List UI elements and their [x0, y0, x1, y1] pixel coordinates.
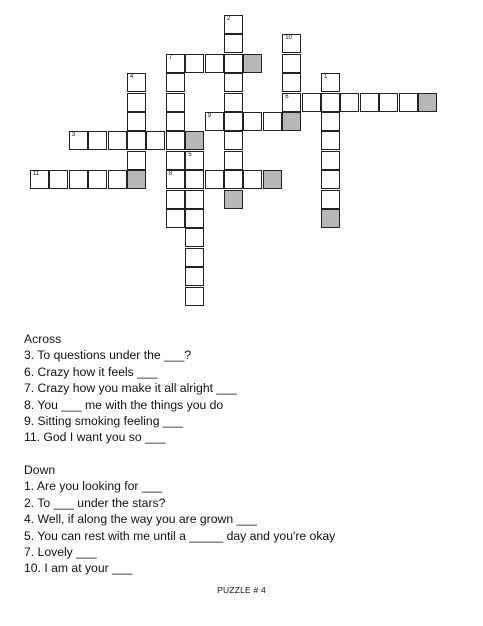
down-clue: 2. To ___ under the stars?	[24, 495, 166, 510]
grid-cell[interactable]	[282, 54, 301, 73]
grid-cell-shaded[interactable]	[185, 131, 204, 150]
grid-cell[interactable]	[146, 131, 165, 150]
clue-number: 7	[168, 54, 173, 61]
grid-cell[interactable]	[166, 209, 185, 228]
grid-cell[interactable]	[282, 93, 301, 112]
grid-cell[interactable]	[224, 170, 243, 189]
grid-cell[interactable]	[282, 73, 301, 92]
puzzle-footer: PUZZLE # 4	[217, 585, 266, 595]
clue-number: 8	[168, 171, 173, 178]
across-clue: 3. To questions under the ___?	[24, 348, 192, 363]
grid-cell[interactable]	[360, 93, 379, 112]
clue-number: 3	[71, 132, 76, 139]
grid-cell[interactable]	[379, 93, 398, 112]
grid-cell-shaded[interactable]	[263, 170, 282, 189]
grid-cell[interactable]	[185, 151, 204, 170]
grid-cell[interactable]	[185, 287, 204, 306]
down-clue: 4. Well, if along the way you are grown ___	[24, 512, 257, 527]
grid-cell[interactable]	[127, 93, 146, 112]
clue-number: 5	[188, 151, 192, 158]
grid-cell[interactable]	[224, 15, 243, 34]
grid-cell[interactable]	[399, 93, 418, 112]
down-clues	[24, 462, 335, 577]
grid-cell[interactable]	[224, 73, 243, 92]
grid-cell-shaded[interactable]	[243, 54, 262, 73]
grid-cell[interactable]	[108, 131, 127, 150]
grid-cell[interactable]	[69, 170, 88, 189]
grid-cell[interactable]	[127, 131, 146, 150]
grid-cell[interactable]	[108, 170, 127, 189]
across-clue: 6. Crazy how it feels ___	[24, 364, 158, 379]
grid-cell[interactable]	[243, 112, 262, 131]
clue-number: 6	[285, 93, 289, 100]
grid-cell[interactable]	[127, 112, 146, 131]
grid-cell-shaded[interactable]	[282, 112, 301, 131]
across-clue: 7. Crazy how you make it all alright ___	[24, 381, 237, 396]
grid-cell[interactable]	[30, 170, 49, 189]
grid-cell[interactable]	[340, 93, 359, 112]
grid-cell[interactable]	[166, 151, 185, 170]
grid-cell-shaded[interactable]	[127, 170, 146, 189]
down-clue: 7. Lovely ___	[24, 545, 97, 560]
clue-number: 9	[207, 113, 211, 119]
down-clue: 5. You can rest with me until a _____ day and you're okay	[24, 528, 336, 543]
grid-cell[interactable]	[127, 73, 146, 92]
grid-cell[interactable]	[321, 170, 340, 189]
grid-cell[interactable]	[185, 228, 204, 247]
grid-cell[interactable]	[166, 93, 185, 112]
clue-number: 10	[285, 35, 292, 42]
grid-cell[interactable]	[321, 131, 340, 150]
grid-cell-shaded[interactable]	[418, 93, 437, 112]
clue-number: 1	[324, 74, 328, 81]
grid-cell[interactable]	[166, 73, 185, 92]
grid-cell[interactable]	[302, 93, 321, 112]
grid-cell[interactable]	[224, 34, 243, 53]
grid-cell[interactable]	[243, 170, 262, 189]
grid-cell[interactable]	[49, 170, 68, 189]
grid-cell[interactable]	[321, 93, 340, 112]
grid-cell[interactable]	[205, 54, 224, 73]
grid-cell[interactable]	[185, 190, 204, 209]
grid-cell[interactable]	[321, 151, 340, 170]
grid-cell-shaded[interactable]	[321, 209, 340, 228]
grid-cell[interactable]	[205, 170, 224, 189]
grid-cell[interactable]	[166, 190, 185, 209]
grid-cell[interactable]	[321, 190, 340, 209]
grid-cell[interactable]	[185, 54, 204, 73]
grid-cell[interactable]	[321, 112, 340, 131]
grid-cell[interactable]	[127, 151, 146, 170]
grid-cell[interactable]	[282, 34, 301, 53]
across-heading: Across	[24, 332, 62, 346]
down-heading: Down	[24, 463, 56, 477]
clue-number: 4	[130, 74, 134, 81]
across-clue: 11. God I want you so ___	[24, 430, 166, 445]
grid-cell[interactable]	[185, 248, 204, 267]
grid-cell[interactable]	[166, 131, 185, 150]
down-clue: 10. I am at your ___	[24, 561, 133, 576]
grid-cell[interactable]	[224, 112, 243, 131]
grid-cell[interactable]	[166, 170, 185, 189]
grid-cell[interactable]	[224, 131, 243, 150]
across-clue: 8. You ___ me with the things you do	[24, 397, 224, 412]
down-clue: 1. Are you looking for ___	[24, 479, 163, 494]
grid-cell[interactable]	[185, 170, 204, 189]
grid-cell[interactable]	[166, 54, 185, 73]
clue-number: 11	[33, 171, 40, 178]
grid-cell[interactable]	[224, 151, 243, 170]
grid-cell[interactable]	[185, 267, 204, 286]
grid-cell[interactable]	[88, 170, 107, 189]
grid-cell[interactable]	[224, 54, 243, 73]
grid-cell[interactable]	[185, 209, 204, 228]
grid-cell[interactable]	[205, 112, 224, 131]
grid-cell[interactable]	[69, 131, 88, 150]
grid-cell-shaded[interactable]	[224, 190, 243, 209]
grid-cell[interactable]	[88, 131, 107, 150]
grid-cell[interactable]	[166, 112, 185, 131]
grid-cell[interactable]	[321, 73, 340, 92]
grid-cell[interactable]	[263, 112, 282, 131]
across-clue: 9. Sitting smoking feeling ___	[24, 414, 184, 429]
clue-number: 2	[227, 16, 231, 22]
across-clues	[24, 331, 237, 446]
grid-cell[interactable]	[224, 93, 243, 112]
